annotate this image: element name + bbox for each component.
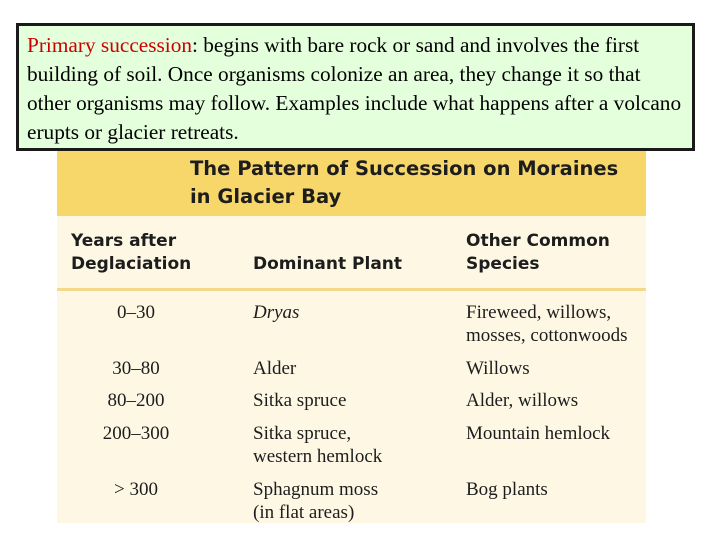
cell-years: 80–200 <box>107 390 165 411</box>
cell-years: 30–80 <box>112 358 160 379</box>
cell-years: 200–300 <box>102 423 170 444</box>
column-header-line: Other Common <box>466 231 610 251</box>
cell-plant <box>253 422 458 468</box>
callout-text <box>27 31 687 147</box>
cell-plant: Dryas <box>253 302 300 323</box>
header-divider <box>57 288 646 291</box>
column-header-line: Years after <box>71 231 177 251</box>
cell-species: Alder, willows <box>466 390 579 411</box>
definition-callout <box>16 23 695 151</box>
column-header-line: Deglaciation <box>71 254 192 274</box>
term-definition: : begins with bare rock or sand and involves the first building of soil. Once organisms colonize an area, they change it so that other organisms may follow. Examples include what happens after a volcano erupts or glacier retreats. <box>27 33 682 144</box>
term-highlight: Primary succession <box>27 33 193 57</box>
cell-line: (in flat areas) <box>253 502 355 523</box>
cell-years: 0–30 <box>117 302 155 323</box>
cell-line: Sphagnum moss <box>253 479 379 500</box>
cell-species: Willows <box>466 358 530 379</box>
cell-line: western hemlock <box>253 446 383 467</box>
cell-plant <box>253 478 458 524</box>
cell-species <box>466 301 646 347</box>
cell-line: mosses, cottonwoods <box>466 325 628 346</box>
table-title-line: The Pattern of Succession on Moraines <box>190 157 619 180</box>
column-header-line: Species <box>466 254 540 274</box>
table-title-line: in Glacier Bay <box>190 185 342 208</box>
cell-line: Sitka spruce, <box>253 423 352 444</box>
cell-plant: Alder <box>253 358 297 379</box>
table-title-bar <box>57 140 646 216</box>
cell-line: Fireweed, willows, <box>466 302 612 323</box>
table-title <box>190 155 630 211</box>
succession-table <box>57 140 646 523</box>
cell-plant: Sitka spruce <box>253 390 347 411</box>
cell-species: Bog plants <box>466 479 548 500</box>
column-header-species <box>466 230 646 276</box>
cell-species: Mountain hemlock <box>466 423 611 444</box>
cell-years: > 300 <box>114 479 158 500</box>
column-header-years <box>71 230 241 276</box>
column-header-plant: Dominant Plant <box>253 254 403 274</box>
